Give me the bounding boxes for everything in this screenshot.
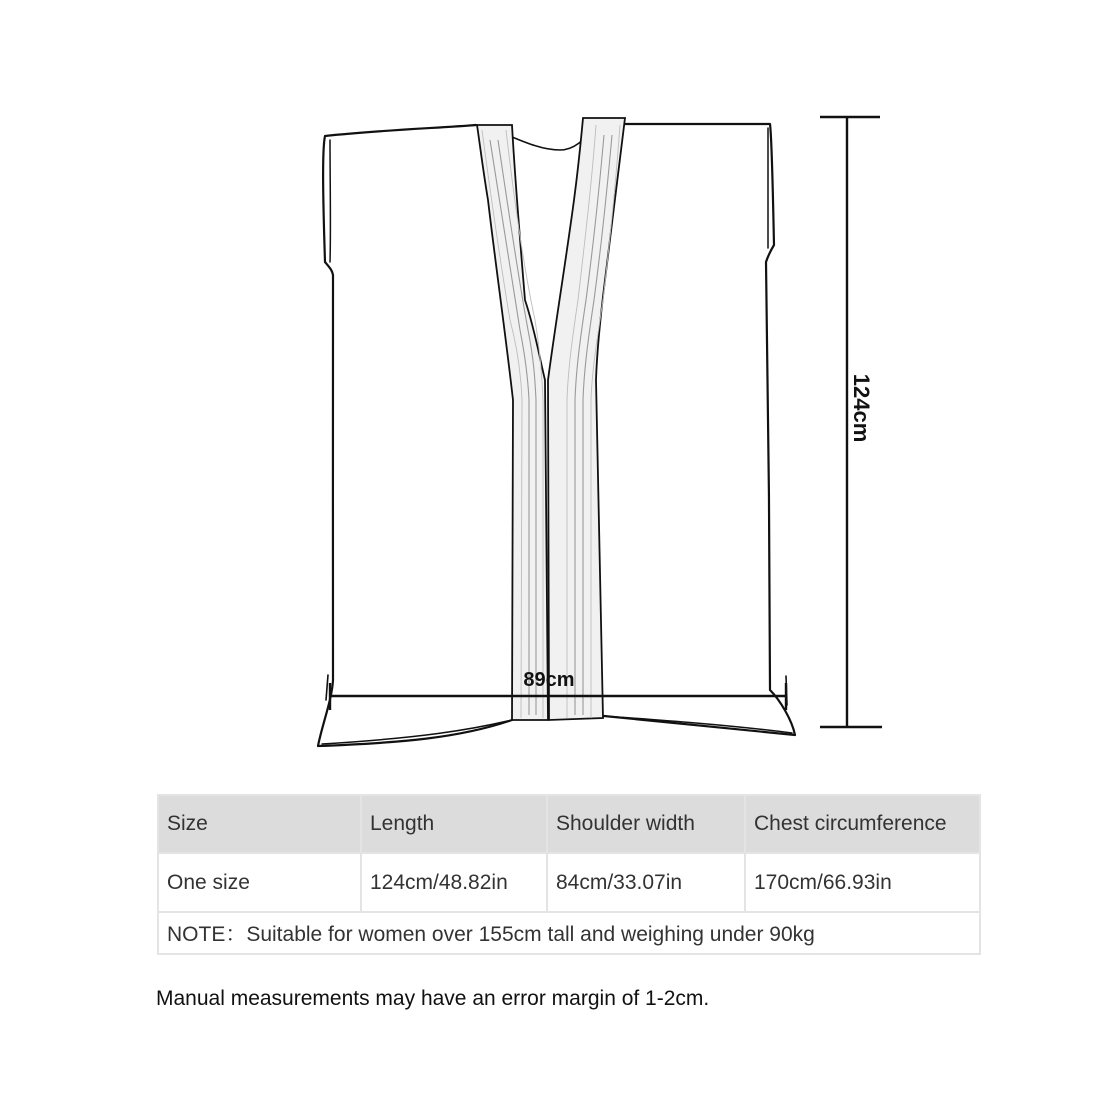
header-chest-circumference: Chest circumference [745,795,980,853]
cell-size: One size [158,853,361,912]
header-size: Size [158,795,361,853]
width-label: 89cm [523,669,575,691]
lace-trim [477,118,625,720]
lace-band-left [477,125,548,720]
table-note-row [158,912,980,954]
note-text: NOTE：Suitable for women over 155cm tall and weighing under 90kg [158,912,980,954]
table-row [158,853,980,912]
cell-length: 124cm/48.82in [361,853,547,912]
cell-chest-circumference: 170cm/66.93in [745,853,980,912]
header-length: Length [361,795,547,853]
header-shoulder-width: Shoulder width [547,795,745,853]
cell-shoulder-width: 84cm/33.07in [547,853,745,912]
size-chart-table [157,794,981,955]
length-label: 124cm [849,373,874,443]
lace-band-right [548,118,625,720]
measurement-footnote: Manual measurements may have an error margin of 1-2cm. [156,987,710,1010]
table-header-row [158,795,980,853]
